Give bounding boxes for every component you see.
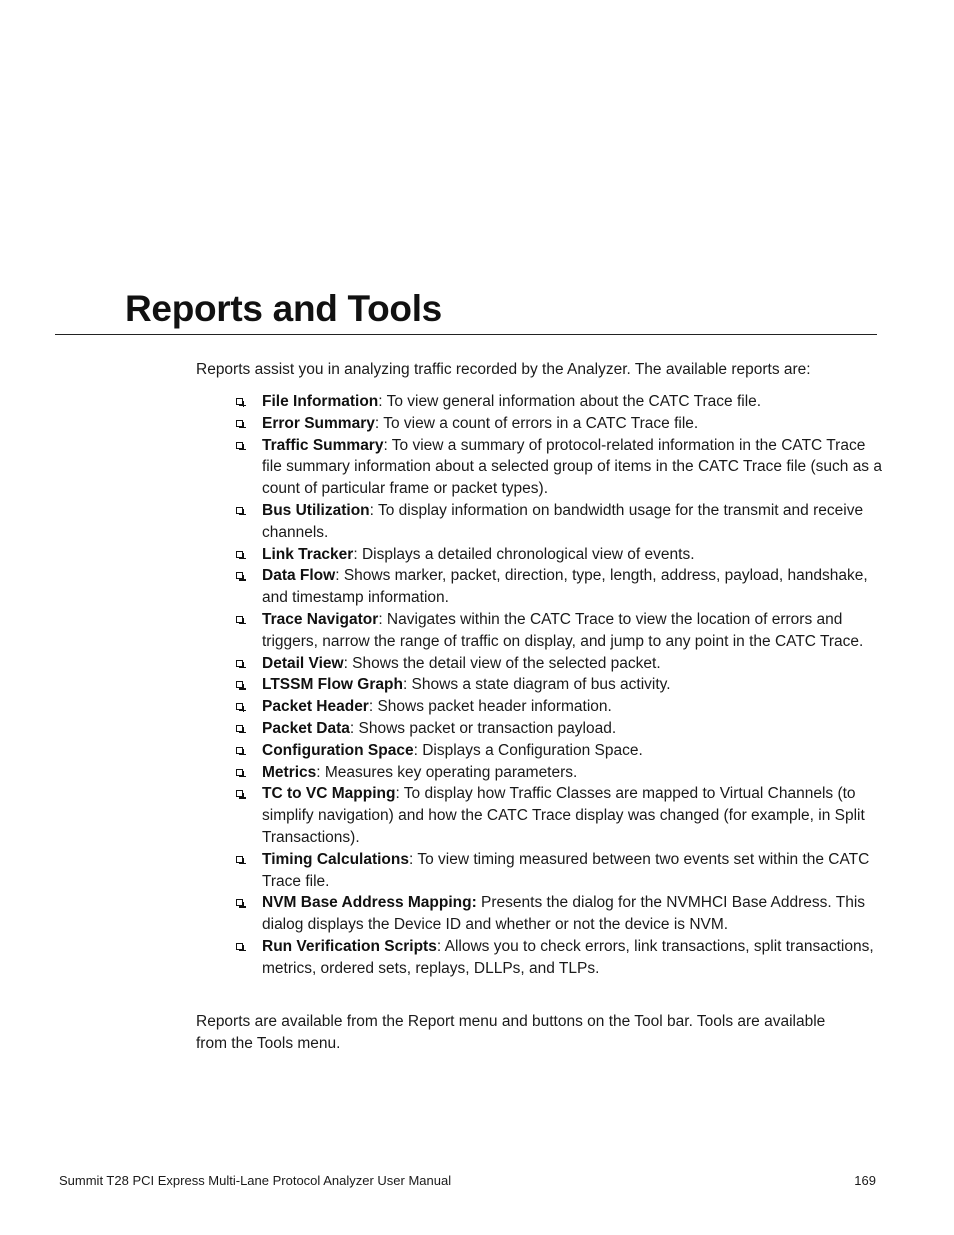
report-term: TC to VC Mapping — [262, 785, 396, 803]
report-list-item — [236, 391, 886, 413]
report-list-item — [236, 740, 886, 762]
report-separator: : — [369, 501, 374, 519]
report-description: Displays a Configuration Space. — [417, 741, 643, 759]
report-separator: : — [374, 414, 380, 432]
report-list-item — [236, 849, 886, 893]
report-list — [236, 391, 886, 980]
report-separator: : — [383, 436, 388, 454]
report-list-item — [236, 609, 886, 653]
report-separator: : — [316, 763, 321, 781]
closing-paragraph: Reports are available from the Report menu and buttons on the Tool bar. Tools are available from the Tools menu. — [196, 1013, 826, 1052]
report-term: Packet Data — [262, 719, 350, 737]
checkbox-bullet-icon — [236, 660, 243, 667]
report-term: Configuration Space — [262, 741, 414, 759]
report-list-item — [236, 892, 886, 936]
report-description: Shows marker, packet, direction, type, length, address, payload, handshake, and timestamp information. — [262, 567, 868, 607]
report-list-item — [236, 696, 886, 718]
checkbox-bullet-icon — [236, 856, 243, 863]
checkbox-bullet-icon — [236, 747, 243, 754]
report-description: Allows you to check errors, link transactions, split transactions, metrics, ordered sets, replays, DLLPs, and TLPs. — [262, 937, 874, 977]
report-term: Error Summary — [262, 414, 375, 432]
report-list-item — [236, 413, 886, 435]
checkbox-bullet-icon — [236, 769, 243, 776]
intro-paragraph: Reports assist you in analyzing traffic recorded by the Analyzer. The available reports are: — [196, 361, 811, 378]
report-list-item — [236, 500, 886, 544]
report-term: Timing Calculations — [262, 850, 409, 868]
checkbox-bullet-icon — [236, 507, 243, 514]
checkbox-bullet-icon — [236, 681, 243, 688]
report-term: Trace Navigator — [262, 610, 379, 628]
checkbox-bullet-icon — [236, 725, 243, 732]
report-separator: : — [343, 654, 348, 672]
report-description: Shows packet or transaction payload. — [354, 719, 617, 737]
checkbox-bullet-icon — [236, 899, 243, 906]
report-separator: : — [402, 676, 408, 694]
checkbox-bullet-icon — [236, 703, 243, 710]
report-term: Packet Header — [262, 698, 369, 716]
report-description: To view a summary of protocol-related information in the CATC Trace file summary information about a selected group of items in the CATC Trace file (such as a count of particular frame or packet types). — [262, 436, 882, 498]
report-separator: : — [436, 937, 442, 955]
checkbox-bullet-icon — [236, 398, 243, 405]
report-description: Measures key operating parameters. — [320, 763, 578, 781]
footer-page-number: 169 — [854, 1173, 876, 1188]
chapter-title: Reports and Tools — [125, 288, 442, 329]
report-description: To view a count of errors in a CATC Trace file. — [379, 414, 699, 432]
checkbox-bullet-icon — [236, 790, 243, 797]
report-list-item — [236, 936, 886, 980]
checkbox-bullet-icon — [236, 420, 243, 427]
report-term: Link Tracker — [262, 545, 354, 563]
report-list-item — [236, 544, 886, 566]
report-term: Run Verification Scripts — [262, 937, 437, 955]
checkbox-bullet-icon — [236, 572, 243, 579]
checkbox-bullet-icon — [236, 442, 243, 449]
report-description: To view general information about the CATC Trace file. — [382, 393, 762, 410]
report-term: File Information — [262, 393, 379, 410]
report-separator: : — [368, 698, 374, 716]
report-term: Bus Utilization — [262, 501, 370, 519]
report-description: To view timing measured between two events set within the CATC Trace file. — [262, 850, 870, 890]
report-term: Data Flow — [262, 567, 336, 585]
report-description: To display information on bandwidth usage for the transmit and receive channels. — [262, 501, 864, 541]
report-separator: : — [349, 719, 355, 737]
report-description: Shows the detail view of the selected packet. — [347, 654, 661, 672]
report-term: LTSSM Flow Graph — [262, 676, 403, 694]
report-term: Metrics — [262, 763, 317, 781]
title-rule — [55, 334, 877, 335]
checkbox-bullet-icon — [236, 551, 243, 558]
report-separator: : — [378, 393, 383, 410]
report-list-item — [236, 718, 886, 740]
report-description: Displays a detailed chronological view of events. — [357, 545, 695, 563]
report-list-item — [236, 653, 886, 675]
report-list-item — [236, 783, 886, 848]
report-separator: : — [335, 567, 340, 585]
report-description: Presents the dialog for the NVMHCI Base Address. This dialog displays the Device ID and whether or not the device is NVM. — [262, 894, 866, 934]
report-term: Traffic Summary — [262, 436, 384, 454]
report-term: Detail View — [262, 654, 344, 672]
report-separator: : — [395, 785, 400, 803]
checkbox-bullet-icon — [236, 616, 243, 623]
report-description: Shows packet header information. — [373, 698, 612, 716]
report-term: NVM Base Address Mapping: — [262, 894, 477, 912]
report-description: Navigates within the CATC Trace to view the location of errors and triggers, narrow the range of traffic on display, and jump to any point in the CATC Trace. — [262, 610, 864, 650]
report-separator: : — [353, 545, 358, 563]
report-list-item — [236, 435, 886, 500]
report-description: Shows a state diagram of bus activity. — [407, 676, 671, 694]
checkbox-bullet-icon — [236, 943, 243, 950]
report-separator: : — [413, 741, 418, 759]
report-list-item — [236, 674, 886, 696]
report-separator: : — [409, 850, 414, 868]
footer-manual-title: Summit T28 PCI Express Multi-Lane Protocol Analyzer User Manual — [59, 1173, 452, 1188]
report-description: To display how Traffic Classes are mapped to Virtual Channels (to simplify navigation) and how the CATC Trace display was changed (for example, in Split Transactions). — [262, 785, 865, 846]
report-list-item — [236, 565, 886, 609]
report-separator: : — [378, 610, 383, 628]
report-list-item — [236, 762, 886, 784]
